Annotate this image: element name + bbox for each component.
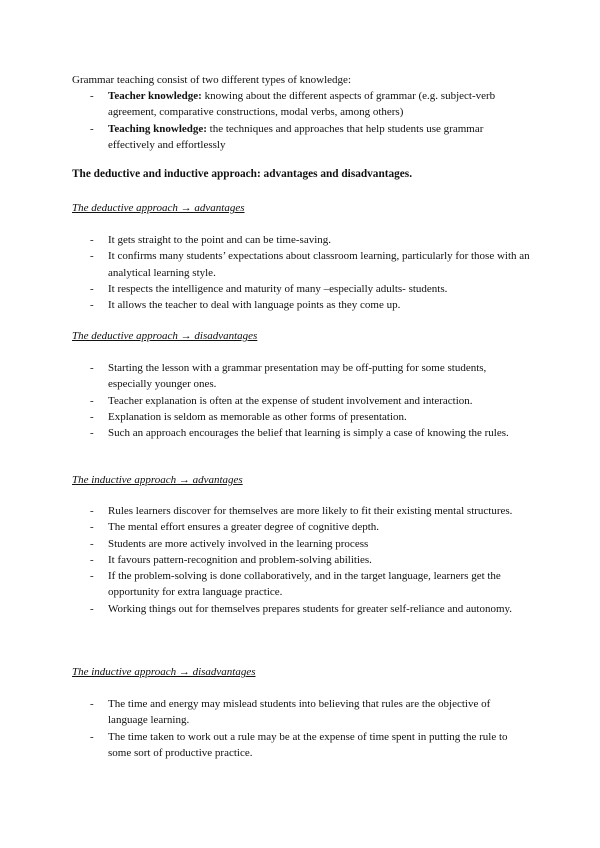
- list-item: [72, 360, 532, 393]
- bullet-dash: -: [90, 602, 94, 615]
- intro-text: Grammar teaching consist of two different types of knowledge:: [72, 74, 351, 86]
- deductive-disadvantages-list: [72, 360, 532, 441]
- bullet-dash: -: [90, 505, 94, 517]
- bullet-dash: -: [90, 234, 94, 246]
- bullet-dash: -: [90, 730, 94, 743]
- bullet-dash: -: [90, 362, 94, 374]
- knowledge-list: [72, 88, 532, 153]
- term-label: Teaching knowledge:: [108, 122, 207, 135]
- term-label: Teacher knowledge:: [108, 90, 202, 102]
- list-item: [72, 519, 532, 535]
- list-item-text: It allows the teacher to deal with language points as they come up.: [108, 299, 401, 312]
- term-description: knowing about the different aspects of grammar (e.g. subject-verb agreement, comparative constructions, modal verbs, among others): [108, 90, 496, 119]
- list-item: [72, 696, 532, 729]
- bullet-dash: -: [90, 537, 94, 550]
- intro-block: [72, 72, 532, 153]
- list-item: [72, 729, 532, 762]
- section-title-deductive-disadvantages: The deductive approach → disadvantages: [72, 330, 258, 342]
- section-heading: The deductive and inductive approach: advantages and disadvantages.: [72, 168, 413, 180]
- list-item-text: Working things out for themselves prepares students for greater self-reliance and autonomy.: [108, 602, 513, 615]
- bullet-dash: -: [90, 521, 94, 534]
- list-item-text: It confirms many students’ expectations about classroom learning, particularly for those with an analytical learning style.: [108, 250, 530, 279]
- bullet-dash: -: [90, 427, 94, 440]
- list-item: [72, 297, 532, 313]
- list-item: [72, 393, 532, 409]
- list-item-text: The time taken to work out a rule may be at the expense of time spent in putting the rule to some sort of productive practice.: [108, 730, 508, 759]
- list-item: [72, 536, 532, 552]
- bullet-dash: -: [90, 570, 94, 583]
- bullet-dash: -: [90, 250, 94, 263]
- bullet-dash: -: [90, 282, 94, 295]
- list-item-text: The time and energy may mislead students into believing that rules are the objective of language learning.: [108, 698, 491, 727]
- list-item-text: Explanation is seldom as memorable as other forms of presentation.: [108, 410, 407, 423]
- section-title-deductive-advantages: The deductive approach → advantages: [72, 202, 245, 214]
- section-title-inductive-disadvantages: The inductive approach → disadvantages: [72, 666, 256, 678]
- list-item-text: Starting the lesson with a grammar presentation may be off-putting for some students, especially younger ones.: [108, 362, 487, 391]
- list-item: [72, 568, 532, 601]
- list-item-text: The mental effort ensures a greater degree of cognitive depth.: [108, 521, 380, 534]
- list-item-text: Teacher explanation is often at the expense of student involvement and interaction.: [108, 394, 473, 407]
- bullet-dash: -: [90, 299, 94, 312]
- bullet-dash: -: [90, 698, 94, 710]
- list-item: [72, 503, 532, 519]
- list-item: [72, 552, 532, 568]
- list-item-text: Such an approach encourages the belief that learning is simply a case of knowing the rules.: [108, 427, 509, 440]
- list-item: [72, 425, 532, 441]
- bullet-dash: -: [90, 410, 94, 423]
- bullet-dash: -: [90, 90, 94, 102]
- list-item: [72, 601, 532, 617]
- list-item: [72, 409, 532, 425]
- deductive-advantages-list: [72, 232, 532, 313]
- inductive-advantages-list: [72, 503, 532, 617]
- list-item-text: It respects the intelligence and maturity of many –especially adults- students.: [108, 282, 448, 295]
- list-item: [72, 88, 532, 121]
- list-item-text: Students are more actively involved in the learning process: [108, 537, 369, 550]
- list-item-text: It gets straight to the point and can be time-saving.: [108, 234, 332, 246]
- list-item-text: Rules learners discover for themselves are more likely to fit their existing mental structures.: [108, 505, 513, 517]
- list-item: [72, 232, 532, 248]
- bullet-dash: -: [90, 553, 94, 566]
- list-item-text: If the problem-solving is done collaboratively, and in the target language, learners get the opportunity for extra language practice.: [108, 570, 501, 599]
- list-item: [72, 248, 532, 281]
- list-item: [72, 121, 532, 154]
- term-description: the techniques and approaches that help students use grammar effectively and effortlessly: [108, 122, 484, 151]
- inductive-disadvantages-list: [72, 696, 532, 761]
- bullet-dash: -: [90, 394, 94, 407]
- list-item: [72, 281, 532, 297]
- bullet-dash: -: [90, 122, 94, 135]
- section-title-inductive-advantages: The inductive approach → advantages: [72, 474, 243, 486]
- list-item-text: It favours pattern-recognition and problem-solving abilities.: [108, 553, 372, 566]
